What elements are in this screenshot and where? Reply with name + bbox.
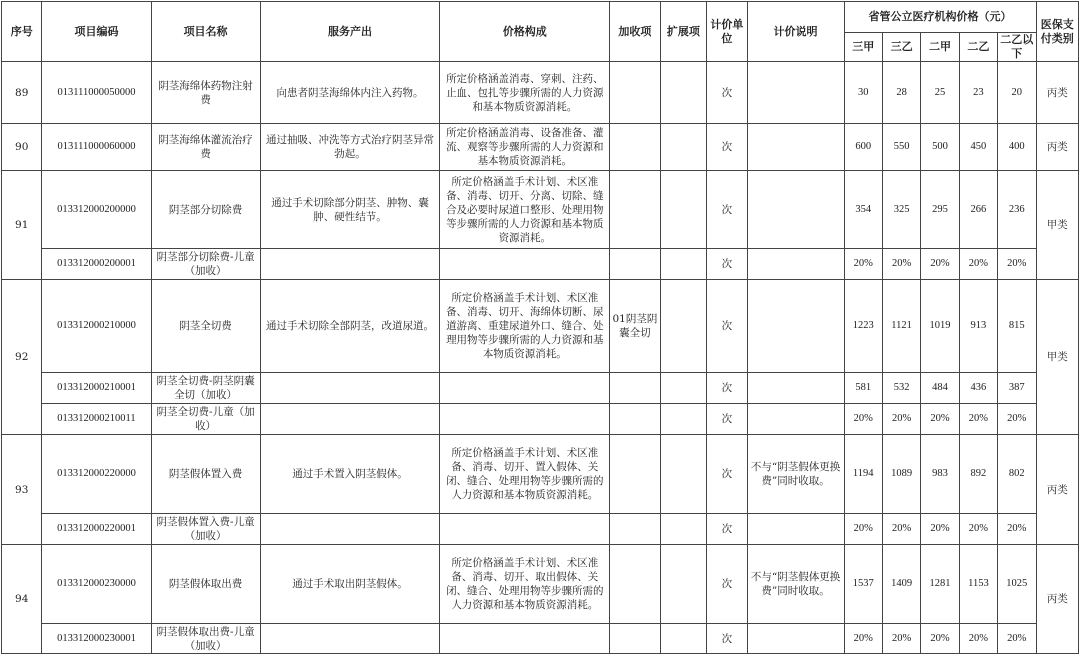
price-cell: 1025 xyxy=(998,545,1036,624)
ext-cell xyxy=(660,280,706,373)
note-cell xyxy=(747,62,844,124)
code-cell: 013312000200000 xyxy=(42,171,151,249)
name-cell: 阴茎海绵体药物注射费 xyxy=(151,62,260,124)
composition-cell: 所定价格涵盖手术计划、术区准备、消毒、切开、分离、切除、缝合及必要时尿道口整形、处理用物等步骤所需的人力资源和基本物质资源消耗。 xyxy=(440,171,610,249)
extra-cell xyxy=(610,171,661,249)
price-cell: 892 xyxy=(959,435,997,514)
composition-cell: 所定价格涵盖消毒、设备准备、灌流、观察等步骤所需的人力资源和基本物质资源消耗。 xyxy=(440,124,610,171)
ext-cell xyxy=(660,124,706,171)
composition-cell: 所定价格涵盖手术计划、术区准备、消毒、切开、海绵体切断、尿道游离、重建尿道外口、缝合、处理用物等步骤所需的人力资源和基本物质资源消耗。 xyxy=(440,280,610,373)
unit-cell: 次 xyxy=(707,435,747,514)
price-cell: 1019 xyxy=(921,280,959,373)
ext-cell xyxy=(660,514,706,545)
price-cell: 236 xyxy=(998,171,1036,249)
price-cell: 802 xyxy=(998,435,1036,514)
price-cell: 500 xyxy=(921,124,959,171)
header-seq: 序号 xyxy=(2,2,42,62)
composition-cell xyxy=(440,404,610,435)
price-cell: 1537 xyxy=(844,545,882,624)
table-row xyxy=(2,124,1079,171)
price-cell: 20% xyxy=(921,404,959,435)
price-cell: 20% xyxy=(882,249,920,280)
table-row xyxy=(2,62,1079,124)
note-cell xyxy=(747,124,844,171)
price-cell: 266 xyxy=(959,171,997,249)
ext-cell xyxy=(660,624,706,654)
code-cell: 013111000050000 xyxy=(42,62,151,124)
price-cell: 20 xyxy=(998,62,1036,124)
code-cell: 013312000230000 xyxy=(42,545,151,624)
note-cell: 不与“阴茎假体更换费”同时收取。 xyxy=(747,435,844,514)
name-cell: 阴茎假体取出费-儿童（加收） xyxy=(151,624,260,654)
output-cell xyxy=(260,514,440,545)
price-cell: 325 xyxy=(882,171,920,249)
price-table xyxy=(1,1,1079,654)
header-insurance: 医保支付类别 xyxy=(1036,2,1078,62)
ext-cell xyxy=(660,435,706,514)
name-cell: 阴茎假体取出费 xyxy=(151,545,260,624)
table-body xyxy=(2,62,1079,654)
price-cell: 20% xyxy=(998,404,1036,435)
insurance-cell: 丙类 xyxy=(1036,62,1078,124)
output-cell xyxy=(260,624,440,654)
code-cell: 013111000060000 xyxy=(42,124,151,171)
price-cell: 20% xyxy=(882,514,920,545)
ext-cell xyxy=(660,62,706,124)
seq-cell: 92 xyxy=(2,280,42,435)
name-cell: 阴茎部分切除费-儿童（加收） xyxy=(151,249,260,280)
unit-cell: 次 xyxy=(707,373,747,404)
price-cell: 600 xyxy=(844,124,882,171)
price-cell: 20% xyxy=(959,514,997,545)
table-row xyxy=(2,404,1079,435)
name-cell: 阴茎全切费-儿童（加收） xyxy=(151,404,260,435)
table-header xyxy=(2,2,1079,62)
price-cell: 1281 xyxy=(921,545,959,624)
header-ext: 扩展项 xyxy=(660,2,706,62)
price-cell: 28 xyxy=(882,62,920,124)
unit-cell: 次 xyxy=(707,124,747,171)
price-cell: 20% xyxy=(959,249,997,280)
note-cell xyxy=(747,404,844,435)
extra-cell xyxy=(610,624,661,654)
unit-cell: 次 xyxy=(707,62,747,124)
price-cell: 913 xyxy=(959,280,997,373)
seq-cell: 94 xyxy=(2,545,42,654)
insurance-cell: 丙类 xyxy=(1036,545,1078,654)
price-cell: 1089 xyxy=(882,435,920,514)
price-cell: 20% xyxy=(882,624,920,654)
price-cell: 23 xyxy=(959,62,997,124)
price-cell: 450 xyxy=(959,124,997,171)
header-level: 二乙 xyxy=(959,33,997,62)
price-cell: 20% xyxy=(844,624,882,654)
name-cell: 阴茎假体置入费-儿童（加收） xyxy=(151,514,260,545)
name-cell: 阴茎海绵体灌流治疗费 xyxy=(151,124,260,171)
price-cell: 1223 xyxy=(844,280,882,373)
header-price-group: 省管公立医疗机构价格（元） xyxy=(844,2,1036,33)
price-cell: 1409 xyxy=(882,545,920,624)
table-row xyxy=(2,249,1079,280)
insurance-cell: 丙类 xyxy=(1036,435,1078,545)
table-row xyxy=(2,624,1079,654)
table-row xyxy=(2,171,1079,249)
ext-cell xyxy=(660,373,706,404)
name-cell: 阴茎全切费-阴茎阴囊全切（加收） xyxy=(151,373,260,404)
output-cell: 通过手术取出阴茎假体。 xyxy=(260,545,440,624)
composition-cell: 所定价格涵盖手术计划、术区准备、消毒、切开、取出假体、关闭、缝合、处理用物等步骤所需的人力资源和基本物质资源消耗。 xyxy=(440,545,610,624)
price-cell: 1153 xyxy=(959,545,997,624)
code-cell: 013312000230001 xyxy=(42,624,151,654)
note-cell xyxy=(747,280,844,373)
insurance-cell: 丙类 xyxy=(1036,124,1078,171)
price-cell: 20% xyxy=(959,404,997,435)
extra-cell xyxy=(610,404,661,435)
insurance-cell: 甲类 xyxy=(1036,280,1078,435)
insurance-cell: 甲类 xyxy=(1036,171,1078,280)
ext-cell xyxy=(660,171,706,249)
price-cell: 20% xyxy=(998,514,1036,545)
seq-cell: 93 xyxy=(2,435,42,545)
output-cell: 通过手术切除部分阴茎、肿物、囊肿、硬性结节。 xyxy=(260,171,440,249)
output-cell xyxy=(260,404,440,435)
table-row xyxy=(2,514,1079,545)
extra-cell: 01阴茎阴囊全切 xyxy=(610,280,661,373)
output-cell xyxy=(260,373,440,404)
note-cell xyxy=(747,171,844,249)
header-extra: 加收项 xyxy=(610,2,661,62)
unit-cell: 次 xyxy=(707,624,747,654)
code-cell: 013312000210000 xyxy=(42,280,151,373)
price-cell: 20% xyxy=(882,404,920,435)
price-cell: 436 xyxy=(959,373,997,404)
extra-cell xyxy=(610,124,661,171)
unit-cell: 次 xyxy=(707,545,747,624)
price-cell: 20% xyxy=(921,624,959,654)
name-cell: 阴茎假体置入费 xyxy=(151,435,260,514)
note-cell: 不与“阴茎假体更换费”同时收取。 xyxy=(747,545,844,624)
extra-cell xyxy=(610,545,661,624)
unit-cell: 次 xyxy=(707,280,747,373)
header-unit: 计价单位 xyxy=(707,2,747,62)
header-composition: 价格构成 xyxy=(440,2,610,62)
seq-cell: 91 xyxy=(2,171,42,280)
unit-cell: 次 xyxy=(707,171,747,249)
extra-cell xyxy=(610,373,661,404)
unit-cell: 次 xyxy=(707,249,747,280)
note-cell xyxy=(747,514,844,545)
unit-cell: 次 xyxy=(707,404,747,435)
extra-cell xyxy=(610,62,661,124)
unit-cell: 次 xyxy=(707,514,747,545)
code-cell: 013312000210001 xyxy=(42,373,151,404)
table-row xyxy=(2,435,1079,514)
output-cell xyxy=(260,249,440,280)
output-cell: 向患者阴茎海绵体内注入药物。 xyxy=(260,62,440,124)
output-cell: 通过手术切除全部阴茎，改道尿道。 xyxy=(260,280,440,373)
price-cell: 20% xyxy=(921,249,959,280)
price-cell: 400 xyxy=(998,124,1036,171)
header-code: 项目编码 xyxy=(42,2,151,62)
price-cell: 25 xyxy=(921,62,959,124)
price-cell: 20% xyxy=(844,249,882,280)
code-cell: 013312000220001 xyxy=(42,514,151,545)
price-cell: 484 xyxy=(921,373,959,404)
composition-cell: 所定价格涵盖消毒、穿刺、注药、止血、包扎等步骤所需的人力资源和基本物质资源消耗。 xyxy=(440,62,610,124)
header-level: 二乙以下 xyxy=(998,33,1036,62)
ext-cell xyxy=(660,249,706,280)
name-cell: 阴茎部分切除费 xyxy=(151,171,260,249)
price-cell: 1194 xyxy=(844,435,882,514)
price-cell: 20% xyxy=(921,514,959,545)
extra-cell xyxy=(610,514,661,545)
price-cell: 983 xyxy=(921,435,959,514)
seq-cell: 90 xyxy=(2,124,42,171)
header-note: 计价说明 xyxy=(747,2,844,62)
header-level: 二甲 xyxy=(921,33,959,62)
composition-cell xyxy=(440,514,610,545)
price-cell: 20% xyxy=(844,514,882,545)
output-cell: 通过抽吸、冲洗等方式治疗阴茎异常勃起。 xyxy=(260,124,440,171)
price-cell: 532 xyxy=(882,373,920,404)
header-level: 三甲 xyxy=(844,33,882,62)
table-row xyxy=(2,373,1079,404)
table-row xyxy=(2,280,1079,373)
price-table-container xyxy=(1,1,1079,654)
seq-cell: 89 xyxy=(2,62,42,124)
price-cell: 30 xyxy=(844,62,882,124)
composition-cell xyxy=(440,373,610,404)
ext-cell xyxy=(660,545,706,624)
price-cell: 550 xyxy=(882,124,920,171)
code-cell: 013312000220000 xyxy=(42,435,151,514)
ext-cell xyxy=(660,404,706,435)
note-cell xyxy=(747,373,844,404)
composition-cell: 所定价格涵盖手术计划、术区准备、消毒、切开、置入假体、关闭、缝合、处理用物等步骤所需的人力资源和基本物质资源消耗。 xyxy=(440,435,610,514)
note-cell xyxy=(747,249,844,280)
code-cell: 013312000210011 xyxy=(42,404,151,435)
price-cell: 387 xyxy=(998,373,1036,404)
header-name: 项目名称 xyxy=(151,2,260,62)
extra-cell xyxy=(610,249,661,280)
composition-cell xyxy=(440,624,610,654)
price-cell: 20% xyxy=(998,624,1036,654)
header-output: 服务产出 xyxy=(260,2,440,62)
table-row xyxy=(2,545,1079,624)
price-cell: 581 xyxy=(844,373,882,404)
output-cell: 通过手术置入阴茎假体。 xyxy=(260,435,440,514)
price-cell: 20% xyxy=(959,624,997,654)
price-cell: 20% xyxy=(844,404,882,435)
note-cell xyxy=(747,624,844,654)
name-cell: 阴茎全切费 xyxy=(151,280,260,373)
price-cell: 1121 xyxy=(882,280,920,373)
price-cell: 295 xyxy=(921,171,959,249)
extra-cell xyxy=(610,435,661,514)
code-cell: 013312000200001 xyxy=(42,249,151,280)
price-cell: 20% xyxy=(998,249,1036,280)
price-cell: 815 xyxy=(998,280,1036,373)
header-level: 三乙 xyxy=(882,33,920,62)
price-cell: 354 xyxy=(844,171,882,249)
composition-cell xyxy=(440,249,610,280)
